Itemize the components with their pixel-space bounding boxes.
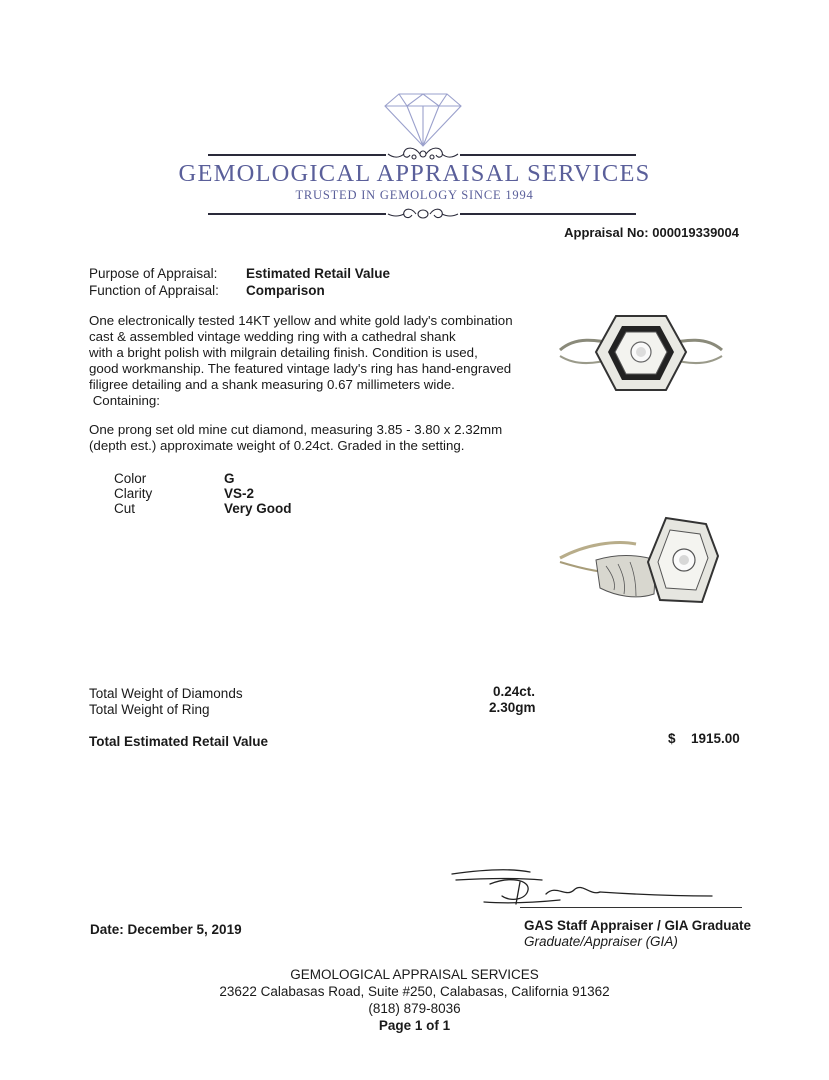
signature-line: [520, 907, 742, 908]
total-diamond-weight-value: 0.24ct.: [493, 684, 536, 699]
letterhead-rule: [208, 213, 386, 215]
appraiser-title: GAS Staff Appraiser / GIA Graduate: [524, 918, 752, 933]
cut-label: Cut: [114, 501, 136, 516]
purpose-label: Purpose of Appraisal:: [89, 266, 218, 281]
total-ring-weight-label: Total Weight of Ring: [89, 702, 210, 717]
letterhead-rule: [460, 154, 636, 156]
currency-symbol: $: [668, 731, 676, 746]
diamond-description-line: (depth est.) approximate weight of 0.24ct. Graded in the setting.: [89, 438, 465, 453]
total-retail-value: 1915.00: [691, 731, 740, 746]
function-label: Function of Appraisal:: [89, 283, 219, 298]
page-footer: [0, 966, 829, 1034]
company-name: GEMOLOGICAL APPRAISAL SERVICES: [178, 160, 651, 187]
diamond-icon: [383, 92, 463, 148]
total-retail-value-label: Total Estimated Retail Value: [89, 734, 269, 749]
letterhead-rule: [460, 213, 636, 215]
color-label: Color: [114, 471, 147, 486]
description-line: Containing:: [89, 393, 160, 408]
appraiser-signature: [450, 866, 740, 910]
clarity-value: VS-2: [224, 486, 255, 501]
description-line: filigree detailing and a shank measuring 0.67 millimeters wide.: [89, 377, 455, 392]
function-value: Comparison: [246, 283, 325, 298]
description-line: with a bright polish with milgrain detailing finish. Condition is used,: [89, 345, 478, 360]
footer-company: GEMOLOGICAL APPRAISAL SERVICES: [290, 967, 539, 982]
total-ring-weight-value: 2.30gm: [489, 700, 536, 715]
purpose-value: Estimated Retail Value: [246, 266, 391, 281]
ring-photo-side: [556, 510, 726, 610]
appraisal-number: Appraisal No: 000019339004: [564, 225, 739, 240]
total-diamond-weight-label: Total Weight of Diamonds: [89, 686, 243, 701]
company-tagline: TRUSTED IN GEMOLOGY SINCE 1994: [295, 188, 534, 202]
color-value: G: [224, 471, 235, 486]
appraiser-subtitle: Graduate/Appraiser (GIA): [524, 934, 678, 949]
description-line: good workmanship. The featured vintage lady's ring has hand-engraved: [89, 361, 512, 376]
page-number: Page 1 of 1: [378, 1018, 451, 1033]
description-line: One electronically tested 14KT yellow and white gold lady's combination: [89, 313, 513, 328]
ring-photo-front: [556, 306, 726, 400]
item-description: [89, 313, 529, 409]
footer-phone: (818) 879-8036: [368, 1001, 461, 1016]
cut-value: Very Good: [224, 501, 292, 516]
footer-address: 23622 Calabasas Road, Suite #250, Calabasas, California 91362: [219, 984, 610, 999]
description-line: cast & assembled vintage wedding ring with a cathedral shank: [89, 329, 456, 344]
letterhead-rule: [208, 154, 386, 156]
diamond-description: [89, 422, 529, 454]
diamond-description-line: One prong set old mine cut diamond, measuring 3.85 - 3.80 x 2.32mm: [89, 422, 503, 437]
appraisal-date: Date: December 5, 2019: [90, 922, 242, 937]
clarity-label: Clarity: [114, 486, 153, 501]
ornament-scroll-icon: [386, 203, 460, 225]
